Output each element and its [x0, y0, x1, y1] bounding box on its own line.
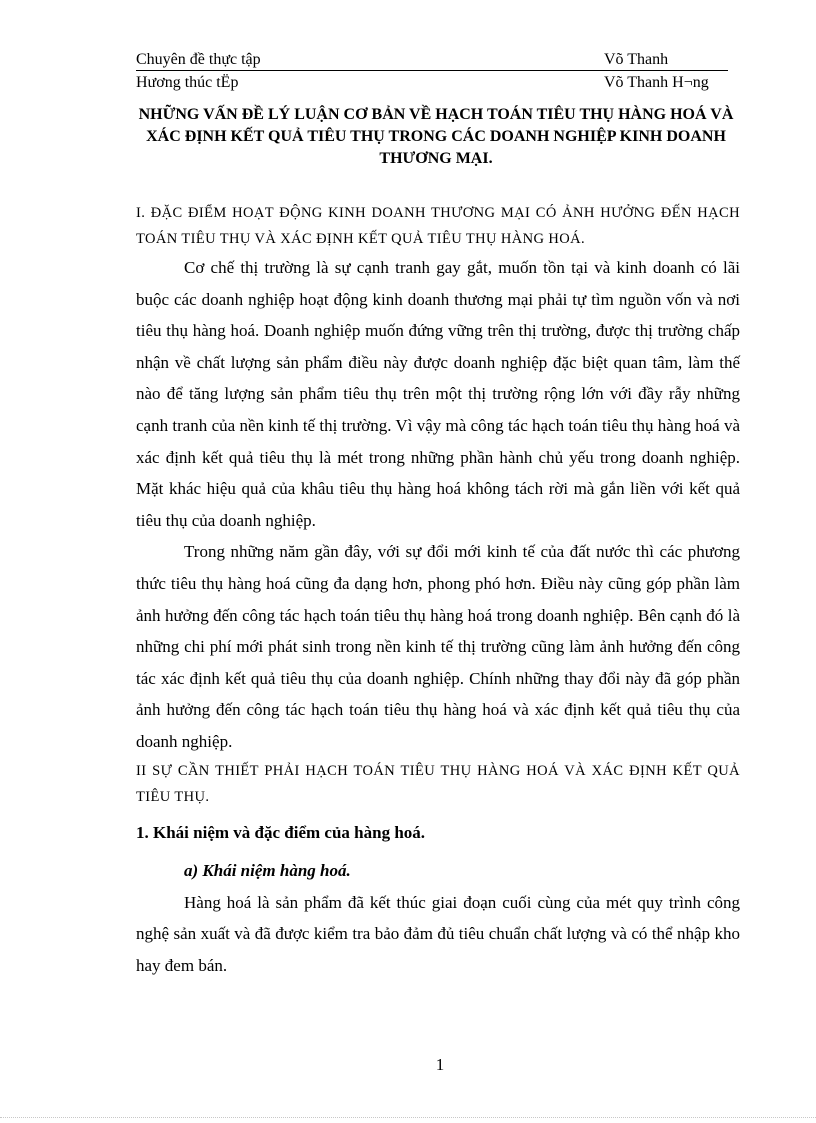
paragraph-3: Hàng hoá là sản phẩm đã kết thúc giai đoạn cuối cùng của mét quy trình công nghệ sản xuất và đã được kiểm tra bảo đảm đủ tiêu chuẩn chất lượng và có thể nhập kho hay đem bán. [136, 892, 740, 975]
header-author-garbled: Võ Thanh H¬ng [604, 74, 709, 91]
header-author: Võ Thanh [604, 51, 669, 68]
subsection-1a-heading: a) Khái niệm hàng hoá. [184, 860, 351, 880]
section-2-heading: II SỰ CẦN THIẾT PHẢI HẠCH TOÁN TIÊU THỤ HÀNG HOÁ VÀ XÁC ĐỊNH KẾT QUẢ TIÊU THỤ. [136, 762, 740, 805]
document-body [136, 200, 740, 981]
subsection-1-heading: 1. Khái niệm và đặc điểm của hàng hoá. [136, 822, 426, 842]
page-bottom-border [0, 1117, 816, 1118]
paragraph-2: Trong những năm gần đây, với sự đổi mới kinh tế của đất nước thì các phương thức tiêu thụ hàng hoá cũng đa dạng hơn, phong phó hơn. Điều này cũng góp phần làm ảnh hưởng đến công tác hạch toán tiêu thụ hàng hoá trong doanh nghiệp. Bên cạnh đó là những chi phí mới phát sinh trong nền kinh tế thị trường cũng làm ảnh hưởng đến công tác xác định kết quả tiêu thụ của doanh nghiệp. Chính những thay đổi này đã góp phần ảnh hưởng đến công tác hạch toán tiêu thụ hàng hoá và xác định kết quả tiêu thụ của doanh nghiệp. [136, 542, 740, 751]
header-subject: Chuyên đề thực tập [136, 51, 261, 68]
page-number: 1 [435, 1055, 445, 1074]
section-1-heading: I. ĐẶC ĐIỂM HOẠT ĐỘNG KINH DOANH THƯƠNG MẠI CÓ ẢNH HƯỞNG ĐẾN HẠCH TOÁN TIÊU THỤ VÀ XÁC ĐỊNH KẾT QUẢ TIÊU THỤ HÀNG HOÁ. [136, 205, 740, 247]
document-title: NHỮNG VẤN ĐỀ LÝ LUẬN CƠ BẢN VỀ HẠCH TOÁN TIÊU THỤ HÀNG HOÁ VÀ XÁC ĐỊNH KẾT QUẢ TIÊU THỤ TRONG CÁC DOANH NGHIỆP KINH DOANH THƯƠNG MẠI. [138, 106, 734, 167]
header-rule-1 [136, 70, 728, 71]
paragraph-1: Cơ chế thị trường là sự cạnh tranh gay gắt, muốn tồn tại và kinh doanh có lãi buộc các doanh nghiệp hoạt động kinh doanh thương mại phải tự tìm nguồn vốn và nơi tiêu thụ hàng hoá. Doanh nghiệp muốn đứng vững trên thị trường, được thị trường chấp nhận về chất lượng sản phẩm điều này được doanh nghiệp đặc biệt quan tâm, làm thế nào để tăng lượng sản phẩm tiêu thụ trên một thị trường rộng lớn với đầy rẫy những cạnh tranh của nền kinh tế thị trường. Vì vậy mà công tác hạch toán tiêu thụ hàng hoá và xác định kết quả tiêu thụ là mét trong những phần hành chủ yếu trong doanh nghiệp. Mặt khác hiệu quả của khâu tiêu thụ hàng hoá không tách rời mà gắn liền với kết quả tiêu thụ của doanh nghiệp. [136, 258, 740, 530]
header-subject-garbled: Hương thúc tËp [136, 74, 239, 91]
